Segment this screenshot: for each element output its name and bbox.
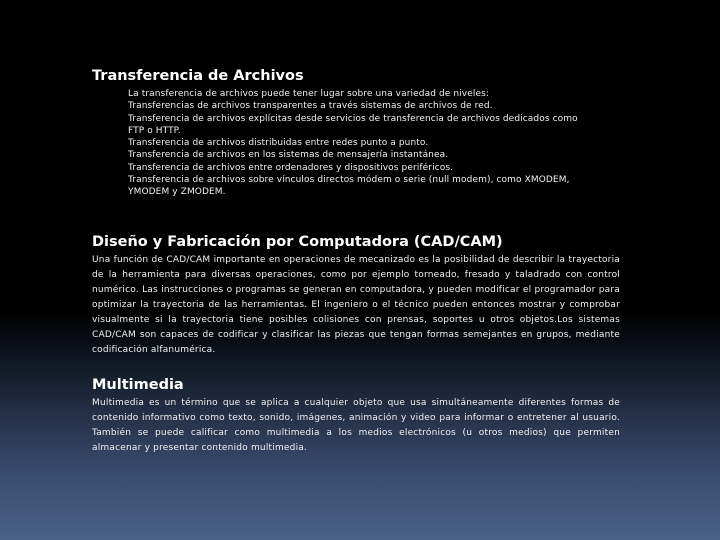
cad-cam-paragraph: Una función de CAD/CAM importante en operaciones de mecanizado es la posibilidad de describir la trayectoria de la herramienta para diversas operaciones, como por ejemplo torneado, fresado y taladrado con control numérico. Las instrucciones o programas se generan en computadora, y pueden modificar el programador para optimizar la trayectoria de las herramientas. El ingeniero o el técnico pueden entonces mostrar y comprobar visualmente si la trayectoria tiene posibles colisiones con prensas, soportes u otros objetos.Los sistemas CAD/CAM son capaces de codificar y clasificar las piezas que tengan formas semejantes en grupos, mediante codificación alfanumérica. (92, 255, 620, 355)
section-title-cad-cam: Diseño y Fabricación por Computadora (CAD/CAM) (92, 234, 503, 250)
file-transfer-list (128, 88, 578, 199)
list-item: La transferencia de archivos puede tener lugar sobre una variedad de niveles: (128, 89, 490, 99)
section-cad-cam (92, 232, 620, 358)
list-item: Transferencias de archivos transparentes a través sistemas de archivos de red. (128, 101, 493, 112)
list-item: YMODEM y ZMODEM. (128, 187, 226, 198)
list-item: Transferencia de archivos distribuidas entre redes punto a punto. (128, 138, 429, 149)
multimedia-paragraph: Multimedia es un término que se aplica a cualquier objeto que usa simultáneamente diferentes formas de contenido informativo como texto, sonido, imágenes, animación y video para informar o entretener al usuario. También se puede calificar como multimedia a los medios electrónicos (u otros medios) que permiten almacenar y presentar contenido multimedia. (92, 398, 620, 453)
list-item: Transferencia de archivos entre ordenadores y dispositivos periféricos. (128, 162, 454, 173)
list-item: Transferencia de archivos explícitas desde servicios de transferencia de archivos dedicados como (128, 113, 578, 124)
section-title-multimedia: Multimedia (92, 377, 184, 393)
section-file-transfer (92, 66, 578, 199)
list-item: Transferencia de archivos sobre vínculos directos módem o serie (null modem), como XMODEM, (128, 175, 570, 186)
list-item: FTP o HTTP. (128, 125, 181, 136)
section-title-file-transfer: Transferencia de Archivos (92, 68, 304, 84)
section-multimedia (92, 375, 620, 456)
list-item: Transferencia de archivos en los sistemas de mensajería instantánea. (128, 150, 449, 161)
